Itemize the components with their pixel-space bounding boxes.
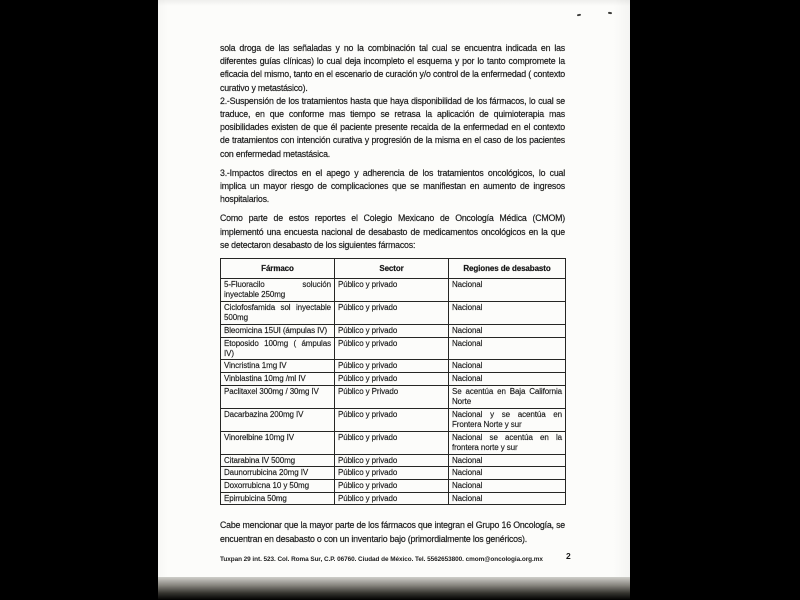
footer-address: Tuxpan 29 int. 523. Col. Roma Sur, C.P. 06760. Ciudad de México. Tel. 5562653800. cmom@oncologia.org.mx bbox=[220, 556, 543, 563]
paragraph-4: Como parte de estos reportes el Colegio Mexicano de Oncología Médica (CMOM) implementó una encuesta nacional de desabasto de medicamentos oncológicos en la que se detectaron desabasto de los siguientes fármacos: bbox=[220, 213, 565, 250]
table-row bbox=[221, 467, 566, 480]
cell-farmaco: Etoposido 100mg ( ámpulas IV) bbox=[221, 337, 335, 360]
cell-farmaco: Citarabina IV 500mg bbox=[221, 454, 335, 467]
cell-sector: Público y Privado bbox=[335, 385, 449, 408]
cell-farmaco: Epirrubicina 50mg bbox=[221, 492, 335, 505]
cell-regiones: Nacional y se acentúa en Frontera Norte y sur bbox=[449, 408, 566, 431]
table-row bbox=[221, 279, 566, 302]
document-body bbox=[220, 42, 565, 546]
table-row bbox=[221, 408, 566, 431]
cell-farmaco: Bleomicina 15UI (ámpulas IV) bbox=[221, 324, 335, 337]
cell-sector: Público y privado bbox=[335, 373, 449, 386]
cell-regiones: Se acentúa en Baja California Norte bbox=[449, 385, 566, 408]
table-row bbox=[221, 373, 566, 386]
table-header-row bbox=[221, 259, 566, 279]
page-number: 2 bbox=[566, 551, 571, 561]
cell-regiones: Nacional bbox=[449, 467, 566, 480]
table-row bbox=[221, 454, 566, 467]
cell-farmaco: Paclitaxel 300mg / 30mg IV bbox=[221, 385, 335, 408]
cell-farmaco: Dacarbazina 200mg IV bbox=[221, 408, 335, 431]
scan-speck bbox=[577, 14, 581, 17]
table-row bbox=[221, 385, 566, 408]
paragraph-3: 3.-Impactos directos en el apego y adherencia de los tratamientos oncológicos, lo cual implica un mayor riesgo de complicaciones que se manifiestan en aumento de ingresos hospitalarios. bbox=[220, 167, 565, 205]
table-row bbox=[221, 492, 566, 505]
closing-paragraph: Cabe mencionar que la mayor parte de los fármacos que integran el Grupo 16 Oncología, se encuentran en desabasto o con un inventario bajo (primordialmente los genéricos). bbox=[220, 520, 565, 544]
cell-sector: Público y privado bbox=[335, 279, 449, 302]
cell-regiones: Nacional bbox=[449, 279, 566, 302]
cell-sector: Público y privado bbox=[335, 301, 449, 324]
table-row bbox=[221, 480, 566, 493]
col-header-sector: Sector bbox=[335, 259, 449, 279]
cell-regiones: Nacional bbox=[449, 301, 566, 324]
cell-regiones: Nacional bbox=[449, 454, 566, 467]
table-row bbox=[221, 431, 566, 454]
cell-sector: Público y privado bbox=[335, 467, 449, 480]
cell-sector: Público y privado bbox=[335, 492, 449, 505]
cell-regiones: Nacional bbox=[449, 373, 566, 386]
cell-farmaco: Daunorrubicina 20mg IV bbox=[221, 467, 335, 480]
cell-regiones: Nacional bbox=[449, 337, 566, 360]
cell-regiones: Nacional se acentúa en la frontera norte y sur bbox=[449, 431, 566, 454]
cell-sector: Público y privado bbox=[335, 337, 449, 360]
table-row bbox=[221, 324, 566, 337]
table-row bbox=[221, 360, 566, 373]
table-row bbox=[221, 337, 566, 360]
scan-speck bbox=[608, 12, 612, 15]
cell-sector: Público y privado bbox=[335, 324, 449, 337]
cell-sector: Público y privado bbox=[335, 480, 449, 493]
cell-farmaco: 5-Fluoracilo solución inyectable 250mg bbox=[221, 279, 335, 302]
document-page bbox=[158, 0, 630, 577]
paragraph-1: sola droga de las señaladas y no la combinación tal cual se encuentra indicada en las diferentes guías clínicas) lo cual deja incompleto el esquema y por lo tanto compromete la eficacia del mismo, tanto en el escenario de curación y/o control de la enfermedad ( contexto curativo y metastásico). bbox=[220, 43, 565, 93]
drugs-table-body bbox=[221, 279, 566, 505]
cell-farmaco: Doxorrubicna 10 y 50mg bbox=[221, 480, 335, 493]
cell-farmaco: Vinblastina 10mg /ml IV bbox=[221, 373, 335, 386]
cell-sector: Público y privado bbox=[335, 431, 449, 454]
cell-sector: Público y privado bbox=[335, 454, 449, 467]
table-row bbox=[221, 301, 566, 324]
cell-regiones: Nacional bbox=[449, 492, 566, 505]
cell-farmaco: Ciclofosfamida sol inyectable 500mg bbox=[221, 301, 335, 324]
cell-farmaco: Vincristina 1mg IV bbox=[221, 360, 335, 373]
col-header-regiones: Regiones de desabasto bbox=[449, 259, 566, 279]
drugs-shortage-table bbox=[220, 258, 566, 505]
cell-farmaco: Vinorelbine 10mg IV bbox=[221, 431, 335, 454]
cell-regiones: Nacional bbox=[449, 324, 566, 337]
col-header-farmaco: Fármaco bbox=[221, 259, 335, 279]
cell-sector: Público y privado bbox=[335, 408, 449, 431]
paragraph-2: 2.-Suspensión de los tratamientos hasta que haya disponibilidad de los fármacos, lo cual se traduce, en que conforme mas tiempo se retrasa la aplicación de quimioterapia mas posibilidades existen de que él paciente presente recaida de la enfermedad en el contexto de tratamientos con intención curativa y progresión de la misma en el caso de los pacientes con enfermedad metastásica. bbox=[220, 95, 565, 159]
scan-bottom-shadow bbox=[158, 577, 630, 600]
cell-sector: Público y privado bbox=[335, 360, 449, 373]
cell-regiones: Nacional bbox=[449, 360, 566, 373]
cell-regiones: Nacional bbox=[449, 480, 566, 493]
